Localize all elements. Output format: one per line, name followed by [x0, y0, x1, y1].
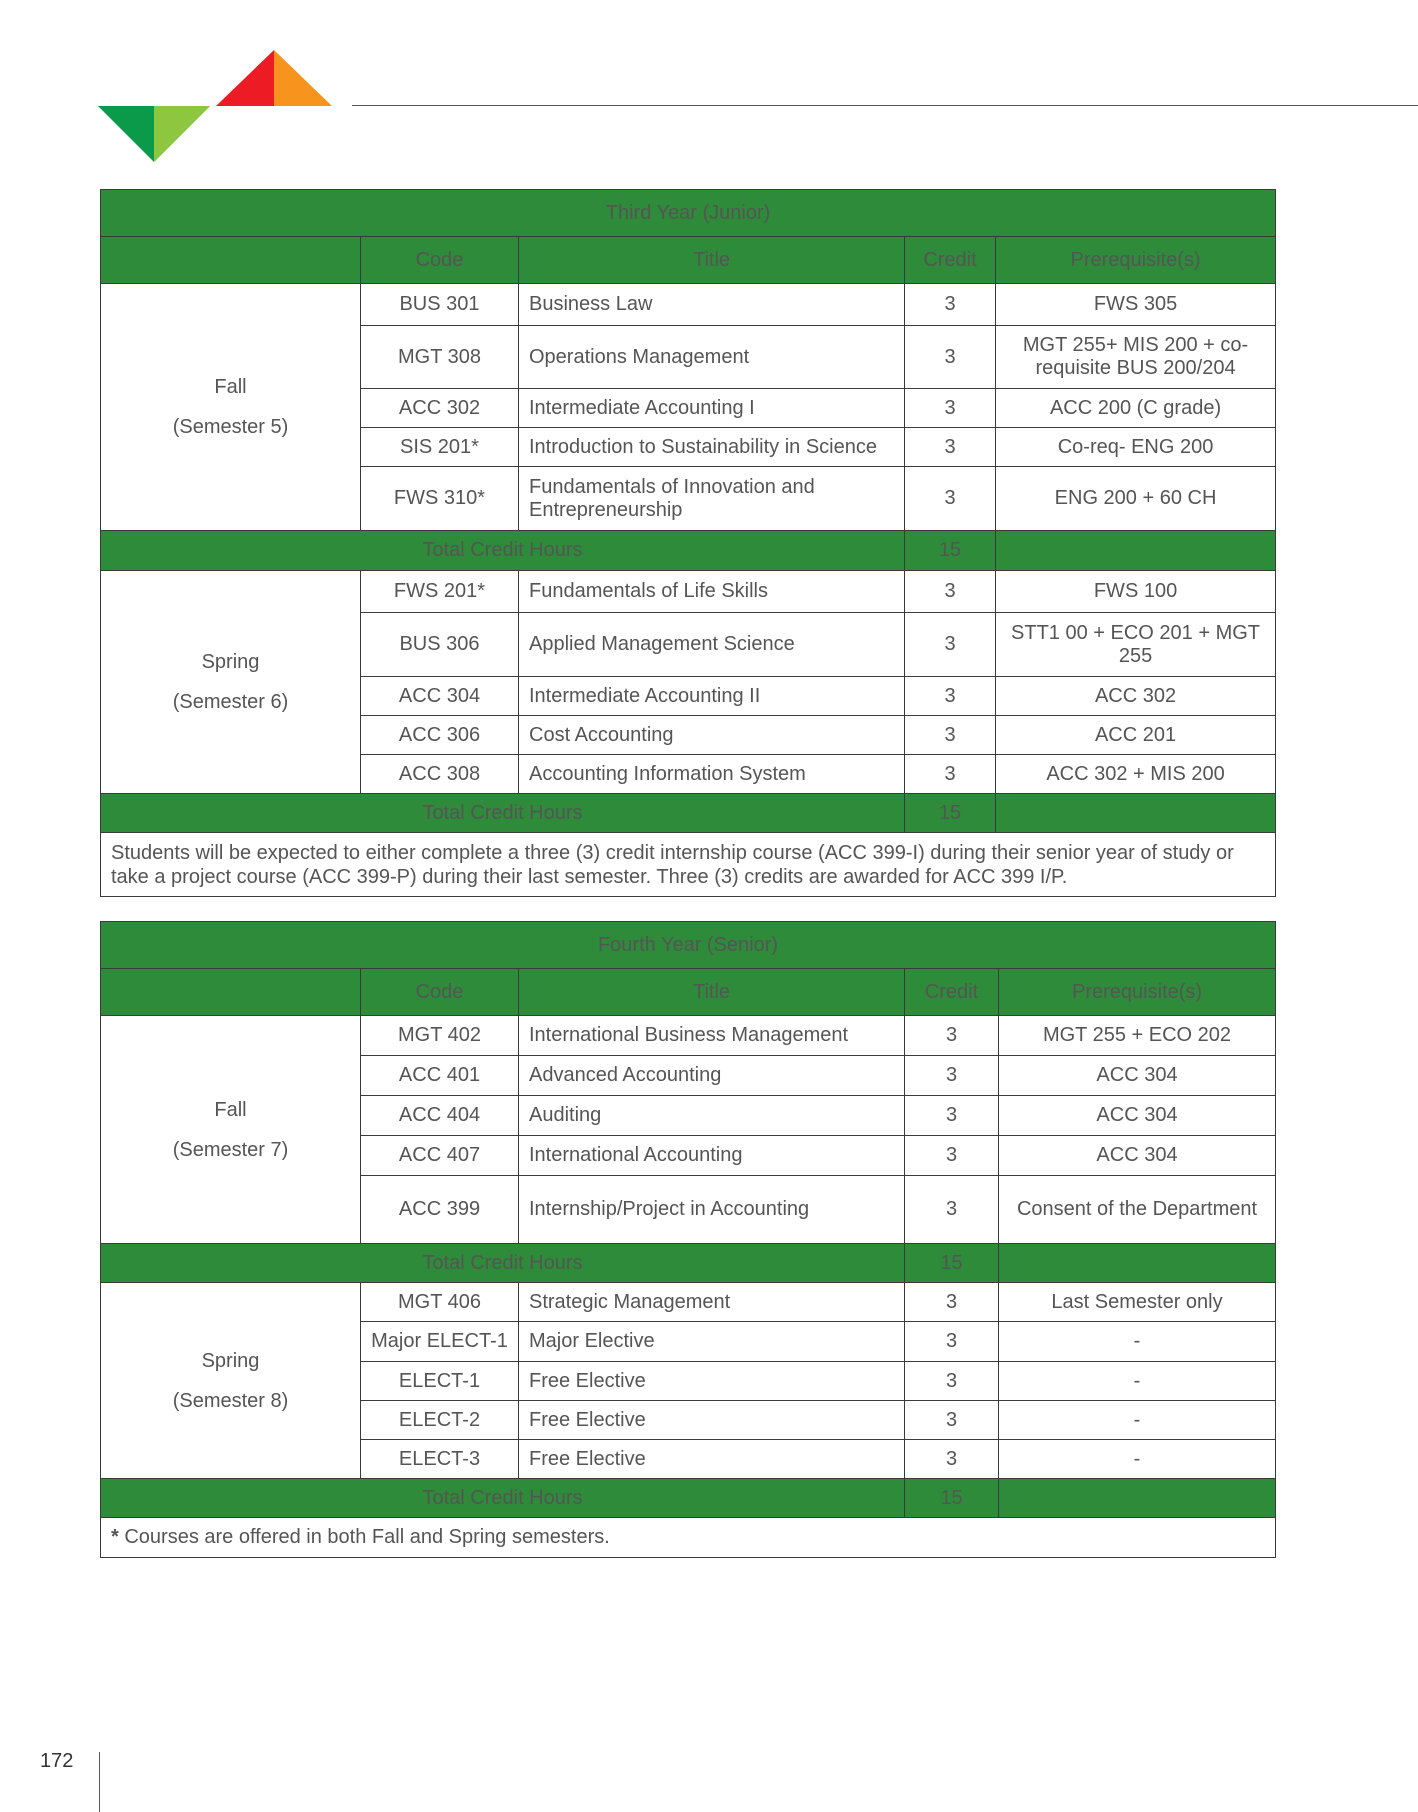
page-number-rule	[99, 1752, 100, 1812]
total-row	[101, 531, 1276, 571]
term-label: Fall	[214, 1098, 247, 1121]
table-title: Third Year (Junior)	[101, 190, 1276, 237]
course-title: Introduction to Sustainability in Science	[519, 428, 905, 467]
course-title: Operations Management	[519, 326, 905, 389]
table-row	[101, 571, 1276, 613]
course-code: ELECT-1	[361, 1362, 519, 1401]
course-prereq: ACC 302 + MIS 200	[996, 755, 1276, 794]
course-code: ACC 304	[361, 677, 519, 716]
course-credit: 3	[905, 284, 996, 326]
course-title: Business Law	[519, 284, 905, 326]
course-code: MGT 308	[361, 326, 519, 389]
semester-label-fall-5	[101, 284, 361, 531]
course-title: Auditing	[519, 1096, 905, 1136]
third-year-table	[100, 189, 1276, 897]
course-title: Internship/Project in Accounting	[519, 1176, 905, 1244]
course-prereq: MGT 255 + ECO 202	[999, 1016, 1276, 1056]
course-title: Intermediate Accounting II	[519, 677, 905, 716]
total-blank	[996, 794, 1276, 833]
course-credit: 3	[905, 1096, 999, 1136]
course-title: Strategic Management	[519, 1283, 905, 1322]
course-title: Advanced Accounting	[519, 1056, 905, 1096]
page-number: 172	[40, 1750, 74, 1772]
table-row	[101, 284, 1276, 326]
course-credit: 3	[905, 613, 996, 677]
internship-note: Students will be expected to either complete a three (3) credit internship course (ACC 399-I) during their senior year of study or take a project course (ACC 399-P) during their last semester. Three (3) credits are awarded for ACC 399 I/P.	[101, 833, 1276, 897]
course-title: Major Elective	[519, 1322, 905, 1362]
total-label: Total Credit Hours	[101, 794, 905, 833]
course-code: BUS 301	[361, 284, 519, 326]
course-credit: 3	[905, 755, 996, 794]
header-code: Code	[361, 237, 519, 284]
semester-label: (Semester 5)	[172, 416, 289, 438]
course-prereq: ACC 302	[996, 677, 1276, 716]
course-code: MGT 406	[361, 1283, 519, 1322]
course-title: Fundamentals of Life Skills	[519, 571, 905, 613]
course-credit: 3	[905, 1016, 999, 1056]
column-header-row	[101, 969, 1276, 1016]
course-prereq: MGT 255+ MIS 200 + co-requisite BUS 200/204	[996, 326, 1276, 389]
course-prereq: FWS 100	[996, 571, 1276, 613]
course-credit: 3	[905, 467, 996, 531]
course-credit: 3	[905, 1401, 999, 1440]
semester-label: (Semester 8)	[172, 1389, 289, 1412]
course-code: SIS 201*	[361, 428, 519, 467]
course-title: Cost Accounting	[519, 716, 905, 755]
note-row	[101, 833, 1276, 897]
course-title: Applied Management Science	[519, 613, 905, 677]
semester-label: (Semester 7)	[172, 1138, 289, 1161]
total-value: 15	[905, 1244, 999, 1283]
course-code: FWS 310*	[361, 467, 519, 531]
course-prereq: Co-req- ENG 200	[996, 428, 1276, 467]
total-row	[101, 1479, 1276, 1518]
course-code: ACC 399	[361, 1176, 519, 1244]
course-prereq: Consent of the Department	[999, 1176, 1276, 1244]
footnote	[101, 1518, 1276, 1558]
header-prereq: Prerequisite(s)	[999, 969, 1276, 1016]
fourth-year-table	[100, 921, 1276, 1558]
header-credit: Credit	[905, 969, 999, 1016]
header-title: Title	[519, 969, 905, 1016]
course-prereq: ACC 304	[999, 1136, 1276, 1176]
column-header-row	[101, 237, 1276, 284]
total-blank	[999, 1479, 1276, 1518]
course-title: Fundamentals of Innovation and Entrepreneurship	[519, 467, 905, 531]
course-prereq: FWS 305	[996, 284, 1276, 326]
course-title: International Accounting	[519, 1136, 905, 1176]
course-code: ACC 306	[361, 716, 519, 755]
course-code: MGT 402	[361, 1016, 519, 1056]
course-credit: 3	[905, 571, 996, 613]
course-title: Free Elective	[519, 1362, 905, 1401]
course-credit: 3	[905, 1056, 999, 1096]
total-blank	[999, 1244, 1276, 1283]
footnote-mark: *	[111, 1526, 119, 1548]
course-prereq: ACC 200 (C grade)	[996, 389, 1276, 428]
semester-label-spring-6	[101, 571, 361, 794]
term-label: Spring	[201, 1349, 260, 1372]
total-row	[101, 794, 1276, 833]
term-label: Spring	[201, 651, 260, 673]
total-row	[101, 1244, 1276, 1283]
brand-logo-icon	[98, 50, 338, 165]
course-code: Major ELECT-1	[361, 1322, 519, 1362]
total-label: Total Credit Hours	[101, 531, 905, 571]
course-credit: 3	[905, 677, 996, 716]
header-prereq: Prerequisite(s)	[996, 237, 1276, 284]
total-value: 15	[905, 794, 996, 833]
course-title: Accounting Information System	[519, 755, 905, 794]
course-code: ACC 308	[361, 755, 519, 794]
header-blank	[101, 969, 361, 1016]
course-code: ACC 302	[361, 389, 519, 428]
course-code: BUS 306	[361, 613, 519, 677]
table-row	[101, 1283, 1276, 1322]
total-label: Total Credit Hours	[101, 1244, 905, 1283]
course-code: ELECT-2	[361, 1401, 519, 1440]
course-prereq: Last Semester only	[999, 1283, 1276, 1322]
course-code: ACC 401	[361, 1056, 519, 1096]
header-credit: Credit	[905, 237, 996, 284]
course-prereq: ACC 304	[999, 1056, 1276, 1096]
total-label: Total Credit Hours	[101, 1479, 905, 1518]
course-prereq: ACC 201	[996, 716, 1276, 755]
course-prereq: -	[999, 1322, 1276, 1362]
course-credit: 3	[905, 1176, 999, 1244]
course-prereq: -	[999, 1440, 1276, 1479]
course-credit: 3	[905, 1136, 999, 1176]
course-code: ACC 407	[361, 1136, 519, 1176]
course-code: FWS 201*	[361, 571, 519, 613]
course-title: Free Elective	[519, 1440, 905, 1479]
course-prereq: -	[999, 1401, 1276, 1440]
semester-label-fall-7	[101, 1016, 361, 1244]
footnote-text: Courses are offered in both Fall and Spring semesters.	[118, 1526, 610, 1548]
course-code: ELECT-3	[361, 1440, 519, 1479]
course-credit: 3	[905, 428, 996, 467]
course-credit: 3	[905, 326, 996, 389]
course-credit: 3	[905, 1322, 999, 1362]
semester-label: (Semester 6)	[172, 691, 289, 713]
course-prereq: -	[999, 1362, 1276, 1401]
course-credit: 3	[905, 1283, 999, 1322]
total-value: 15	[905, 531, 996, 571]
course-credit: 3	[905, 1440, 999, 1479]
total-blank	[996, 531, 1276, 571]
total-value: 15	[905, 1479, 999, 1518]
footnote-row	[101, 1518, 1276, 1558]
semester-label-spring-8	[101, 1283, 361, 1479]
table-title-row	[101, 190, 1276, 237]
table-title: Fourth Year (Senior)	[101, 922, 1276, 969]
course-title: Free Elective	[519, 1401, 905, 1440]
course-prereq: ENG 200 + 60 CH	[996, 467, 1276, 531]
course-title: Intermediate Accounting I	[519, 389, 905, 428]
course-code: ACC 404	[361, 1096, 519, 1136]
header-rule	[352, 105, 1418, 106]
header-blank	[101, 237, 361, 284]
table-title-row	[101, 922, 1276, 969]
table-row	[101, 1016, 1276, 1056]
course-credit: 3	[905, 716, 996, 755]
term-label: Fall	[214, 376, 247, 398]
header-title: Title	[519, 237, 905, 284]
course-prereq: ACC 304	[999, 1096, 1276, 1136]
course-credit: 3	[905, 389, 996, 428]
header-code: Code	[361, 969, 519, 1016]
course-title: International Business Management	[519, 1016, 905, 1056]
course-credit: 3	[905, 1362, 999, 1401]
course-prereq: STT1 00 + ECO 201 + MGT 255	[996, 613, 1276, 677]
